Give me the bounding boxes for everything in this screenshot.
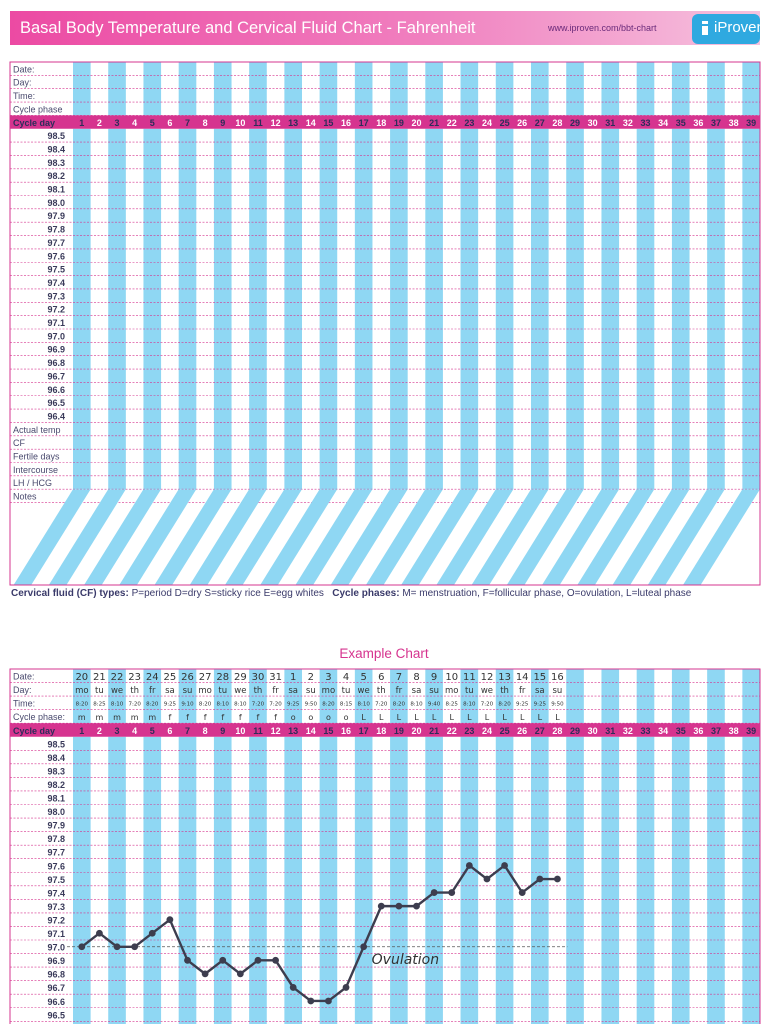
cycle-day-number: 32 [622, 725, 633, 736]
temperature-point [484, 876, 491, 883]
example-day: mo [198, 686, 212, 697]
temperature-point [149, 930, 156, 937]
temperature-point [272, 957, 279, 964]
cycle-day-number: 24 [481, 117, 492, 128]
example-date: 14 [515, 672, 529, 684]
temperature-label: 98.1 [47, 793, 65, 804]
cycle-day-number: 10 [235, 117, 246, 128]
example-day: su [305, 686, 316, 697]
cycle-day-number: 27 [534, 117, 545, 128]
cycle-day-number: 21 [429, 117, 440, 128]
example-phase: f [274, 713, 277, 723]
temperature-label: 97.4 [47, 277, 65, 288]
example-phase: f [168, 713, 172, 723]
cycle-day-number: 9 [220, 725, 226, 736]
example-phase: m [148, 713, 157, 723]
example-date: 24 [145, 672, 159, 684]
temperature-label: 96.4 [47, 411, 65, 422]
example-phase: f [186, 713, 189, 723]
cycle-day-number: 19 [393, 725, 404, 736]
cycle-day-number: 14 [305, 725, 316, 736]
example-time: 9:50 [551, 701, 564, 708]
example-date: 28 [216, 672, 230, 684]
example-phase: L [431, 713, 437, 723]
example-day: mo [444, 686, 459, 697]
example-time: 9:25 [533, 701, 546, 708]
example-date: 15 [533, 672, 547, 684]
cycle-day-number: 19 [393, 117, 404, 128]
temperature-label: 97.7 [47, 847, 65, 858]
cycle-day-number: 31 [605, 725, 616, 736]
cycle-day-number: 35 [675, 117, 686, 128]
example-day: sa [534, 686, 545, 697]
example-time: 8:10 [216, 701, 229, 708]
cycle-day-number: 35 [675, 725, 686, 736]
example-phase: f [256, 713, 260, 723]
temperature-point [237, 970, 244, 977]
example-time: 7:20 [251, 701, 265, 708]
temperature-label: 97.0 [47, 942, 65, 953]
example-time: 9:50 [304, 701, 317, 708]
example-phase: L [379, 713, 384, 723]
cycle-day-number: 29 [570, 725, 581, 736]
cycle-day-number: 31 [605, 117, 616, 128]
cycle-day-number: 12 [270, 117, 281, 128]
temperature-label: 97.2 [47, 915, 65, 926]
cycle-day-number: 38 [728, 725, 739, 736]
example-day: su [552, 686, 563, 697]
example-chart-title: Example Chart [339, 646, 429, 661]
cycle-day-number: 25 [499, 117, 510, 128]
cycle-day-number: 23 [464, 725, 475, 736]
row-label: LH / HCG [13, 478, 53, 489]
cycle-day-number: 28 [552, 117, 563, 128]
cycle-day-number: 32 [622, 117, 633, 128]
example-day: we [480, 686, 494, 697]
cycle-day-number: 37 [710, 725, 721, 736]
example-phase: L [396, 713, 402, 723]
cycle-day-number: 13 [288, 117, 299, 128]
cycle-day-number: 21 [429, 725, 440, 736]
example-phase: o [290, 713, 296, 723]
example-date: 7 [395, 672, 403, 684]
cycle-day-number: 16 [341, 117, 352, 128]
row-label: Time: [13, 698, 36, 709]
cycle-day-number: 5 [149, 725, 155, 736]
example-phase: L [414, 713, 419, 723]
row-label: Day: [13, 77, 32, 88]
example-day: th [253, 686, 263, 697]
example-date: 13 [498, 672, 511, 684]
cycle-day-label: Cycle day [13, 725, 56, 736]
example-time: 8:15 [339, 701, 353, 708]
example-phase: o [308, 713, 314, 723]
cycle-day-number: 24 [481, 725, 492, 736]
example-date: 27 [198, 672, 212, 684]
example-phase: L [467, 713, 472, 723]
temperature-point [166, 916, 173, 923]
temperature-point [536, 876, 543, 883]
cycle-day-number: 29 [570, 117, 581, 128]
cycle-day-number: 33 [640, 117, 651, 128]
cycle-day-number: 6 [167, 117, 173, 128]
example-time: 8:20 [146, 701, 159, 708]
example-time: 8:10 [410, 701, 423, 708]
cycle-day-number: 12 [270, 725, 281, 736]
cycle-day-number: 16 [341, 725, 352, 736]
example-phase: f [238, 713, 242, 723]
example-date: 4 [342, 672, 350, 684]
temperature-label: 96.9 [47, 344, 65, 355]
example-phase: m [113, 713, 121, 723]
temperature-point [519, 889, 526, 896]
example-phase: L [519, 713, 525, 723]
example-date: 8 [413, 672, 420, 684]
cycle-day-number: 27 [534, 725, 545, 736]
example-date: 30 [251, 672, 265, 684]
temperature-label: 97.5 [47, 264, 65, 275]
temperature-point [378, 903, 385, 910]
example-day: tu [95, 686, 104, 697]
example-day: we [234, 686, 247, 697]
cycle-day-number: 13 [288, 725, 299, 736]
example-date: 9 [430, 672, 438, 684]
temperature-label: 98.1 [47, 184, 65, 195]
example-date: 22 [110, 672, 124, 684]
example-phase: L [484, 713, 490, 723]
example-time: 9:40 [427, 701, 441, 708]
example-phase: L [537, 713, 543, 723]
temperature-point [184, 957, 191, 964]
row-label: Notes [13, 491, 37, 502]
example-phase: f [203, 713, 207, 723]
row-label: Time: [13, 91, 36, 102]
temperature-point [360, 943, 367, 950]
example-day: sa [288, 686, 299, 697]
cycle-day-number: 15 [323, 725, 334, 736]
row-label: CF [13, 438, 25, 449]
cycle-day-number: 26 [517, 117, 528, 128]
example-day: th [130, 686, 140, 697]
cycle-day-number: 8 [202, 117, 208, 128]
cycle-day-number: 39 [746, 725, 757, 736]
example-time: 8:10 [234, 701, 247, 708]
example-date: 1 [290, 672, 297, 684]
temperature-label: 97.3 [47, 901, 65, 912]
example-date: 23 [128, 672, 142, 684]
cycle-day-number: 18 [376, 725, 387, 736]
temperature-label: 98.5 [47, 739, 65, 750]
example-time: 8:25 [93, 701, 106, 708]
cycle-day-number: 30 [587, 117, 598, 128]
cycle-day-number: 7 [184, 117, 191, 128]
example-phase: f [221, 713, 225, 723]
temperature-label: 97.6 [47, 861, 65, 872]
example-day: th [500, 686, 509, 697]
temperature-label: 98.4 [47, 752, 65, 763]
cycle-day-number: 1 [79, 725, 85, 736]
temperature-point [202, 970, 209, 977]
example-day: tu [218, 686, 228, 697]
example-date: 31 [269, 672, 282, 684]
temperature-label: 97.2 [47, 304, 65, 315]
example-date: 5 [360, 672, 367, 684]
temperature-label: 97.1 [47, 318, 65, 328]
temperature-point [114, 943, 121, 950]
temperature-point [131, 943, 138, 950]
page-title: Basal Body Temperature and Cervical Fluid Chart - Fahrenheit [20, 19, 476, 37]
temperature-label: 97.1 [47, 929, 65, 939]
cycle-day-number: 5 [149, 117, 155, 128]
example-phase: m [77, 713, 86, 723]
example-time: 7:20 [480, 701, 494, 708]
example-phase: L [449, 713, 454, 723]
example-date: 25 [163, 672, 177, 684]
row-label: Day: [13, 685, 32, 696]
example-day: th [376, 686, 386, 697]
temperature-point [431, 889, 438, 896]
temperature-label: 97.9 [47, 211, 65, 222]
example-time: 8:20 [392, 701, 406, 708]
cycle-day-number: 18 [376, 117, 387, 128]
temperature-point [343, 984, 350, 991]
temperature-point [219, 957, 226, 964]
phase-legend-text: M= menstruation, F=follicular phase, O=ovulation, L=luteal phase [402, 588, 692, 599]
phase-legend-label: Cycle phases: [332, 588, 400, 599]
temperature-point [413, 903, 420, 910]
temperature-point [466, 862, 473, 869]
temperature-label: 98.5 [47, 131, 65, 142]
temperature-label: 96.7 [47, 983, 65, 994]
example-phase: L [555, 713, 560, 723]
row-label: Date: [13, 671, 35, 682]
cycle-day-number: 39 [746, 117, 757, 128]
cycle-day-number: 10 [235, 725, 246, 736]
example-day: sa [411, 686, 422, 697]
row-label: Date: [13, 64, 35, 75]
example-time: 8:20 [322, 701, 335, 708]
temperature-point [290, 984, 297, 991]
example-day: tu [341, 686, 351, 697]
temperature-label: 96.5 [47, 398, 65, 409]
example-time: 8:25 [445, 701, 458, 708]
example-day: mo [75, 686, 89, 697]
temperature-point [448, 889, 455, 896]
example-phase: m [95, 713, 104, 723]
temperature-label: 97.0 [47, 331, 65, 342]
temperature-label: 97.6 [47, 251, 65, 262]
temperature-point [554, 876, 561, 883]
temperature-label: 97.8 [47, 834, 65, 845]
example-day: tu [464, 686, 474, 697]
cycle-day-number: 2 [96, 725, 102, 736]
logo-text: iProven [714, 19, 765, 36]
cycle-day-number: 14 [305, 117, 316, 128]
example-phase: L [361, 713, 366, 723]
example-time: 8:10 [463, 701, 476, 708]
example-phase: L [502, 713, 507, 723]
example-time: 8:10 [110, 701, 124, 708]
cycle-day-number: 2 [96, 117, 102, 128]
example-date: 20 [75, 672, 89, 684]
cycle-day-number: 4 [132, 725, 138, 736]
temperature-point [96, 930, 103, 937]
example-time: 8:10 [357, 701, 370, 708]
cycle-day-number: 34 [658, 117, 669, 128]
example-date: 11 [462, 672, 476, 684]
example-day: we [357, 686, 370, 697]
example-time: 8:20 [498, 701, 511, 708]
cycle-day-number: 36 [693, 725, 704, 736]
temperature-label: 96.6 [47, 384, 65, 395]
temperature-label: 96.7 [47, 371, 65, 382]
example-day: fr [518, 686, 526, 697]
cycle-day-number: 22 [446, 117, 457, 128]
cycle-day-number: 3 [114, 117, 120, 128]
website-url: www.iproven.com/bbt-chart [548, 23, 657, 33]
cycle-day-number: 28 [552, 725, 563, 736]
temperature-point [255, 957, 262, 964]
cycle-day-number: 1 [79, 117, 85, 128]
temperature-label: 98.2 [47, 779, 65, 790]
example-phase: m [130, 713, 139, 723]
example-time: 8:20 [75, 701, 88, 708]
example-time: 9:25 [287, 701, 300, 708]
example-day: fr [149, 686, 156, 697]
row-label: Actual temp [13, 424, 61, 435]
cycle-day-number: 38 [728, 117, 739, 128]
cycle-day-number: 15 [323, 117, 334, 128]
temperature-label: 98.2 [47, 171, 65, 182]
cycle-day-number: 25 [499, 725, 510, 736]
cycle-day-number: 34 [658, 725, 669, 736]
cycle-day-number: 11 [253, 117, 263, 128]
example-day: fr [395, 686, 403, 697]
example-phase: o [343, 713, 349, 723]
cycle-day-number: 17 [358, 725, 369, 736]
cycle-day-number: 4 [132, 117, 138, 128]
cycle-day-number: 9 [220, 117, 226, 128]
temperature-point [325, 998, 332, 1005]
temperature-label: 98.3 [47, 157, 65, 168]
cycle-day-number: 17 [358, 117, 369, 128]
example-day: sa [165, 686, 175, 697]
temperature-label: 98.0 [47, 807, 65, 818]
temperature-label: 97.7 [47, 237, 65, 248]
cycle-day-number: 33 [640, 725, 651, 736]
row-label: Cycle phase: [13, 712, 66, 723]
temperature-label: 97.3 [47, 291, 65, 302]
example-date: 12 [480, 672, 494, 684]
example-date: 3 [325, 672, 332, 684]
temperature-label: 97.4 [47, 888, 65, 899]
row-label: Intercourse [13, 464, 59, 475]
row-label: Fertile days [13, 451, 60, 462]
temperature-label: 98.3 [47, 766, 65, 777]
example-time: 7:20 [375, 701, 388, 708]
temperature-label: 96.8 [47, 358, 65, 369]
example-time: 7:20 [269, 701, 282, 708]
cycle-day-number: 37 [710, 117, 721, 128]
example-date: 6 [378, 672, 385, 684]
example-day: su [182, 686, 193, 697]
example-time: 9:25 [163, 701, 177, 708]
row-label: Cycle phase [13, 104, 63, 115]
temperature-label: 97.5 [47, 874, 65, 885]
example-time: 8:20 [198, 701, 212, 708]
temperature-label: 96.5 [47, 1010, 65, 1021]
cf-legend-text: P=period D=dry S=sticky rice E=egg whites [131, 588, 324, 599]
cycle-day-number: 3 [114, 725, 120, 736]
cycle-day-number: 20 [411, 117, 422, 128]
example-date: 26 [181, 672, 194, 684]
example-date: 2 [307, 672, 314, 684]
example-date: 16 [551, 672, 564, 684]
temperature-label: 96.8 [47, 969, 65, 980]
example-date: 29 [233, 672, 247, 684]
cycle-day-number: 23 [464, 117, 475, 128]
example-day: mo [321, 686, 336, 697]
example-phase: o [325, 713, 331, 723]
cycle-day-number: 7 [184, 725, 191, 736]
temperature-point [307, 998, 314, 1005]
temperature-label: 97.8 [47, 224, 65, 235]
example-time: 9:10 [181, 701, 194, 708]
cycle-day-label: Cycle day [13, 117, 56, 128]
temperature-point [395, 903, 402, 910]
example-day: we [110, 686, 124, 697]
example-date: 10 [445, 672, 459, 684]
example-day: su [429, 686, 440, 697]
cycle-day-number: 8 [202, 725, 208, 736]
cycle-day-number: 20 [411, 725, 422, 736]
cycle-day-number: 11 [253, 725, 263, 736]
temperature-point [501, 862, 508, 869]
temperature-label: 96.9 [47, 956, 65, 967]
ovulation-annotation: Ovulation [371, 951, 440, 968]
example-day: fr [272, 686, 279, 697]
example-date: 21 [93, 672, 106, 684]
cycle-day-number: 22 [446, 725, 457, 736]
cycle-day-number: 30 [587, 725, 598, 736]
temperature-label: 97.9 [47, 820, 65, 831]
example-time: 7:20 [128, 701, 141, 708]
temperature-label: 98.0 [47, 197, 65, 208]
cycle-day-number: 26 [517, 725, 528, 736]
temperature-point [78, 943, 85, 950]
temperature-label: 96.6 [47, 996, 65, 1007]
cycle-day-number: 6 [167, 725, 173, 736]
cf-legend-label: Cervical fluid (CF) types: [11, 588, 129, 599]
example-time: 9:25 [516, 701, 529, 708]
cycle-day-number: 36 [693, 117, 704, 128]
temperature-label: 98.4 [47, 144, 65, 155]
